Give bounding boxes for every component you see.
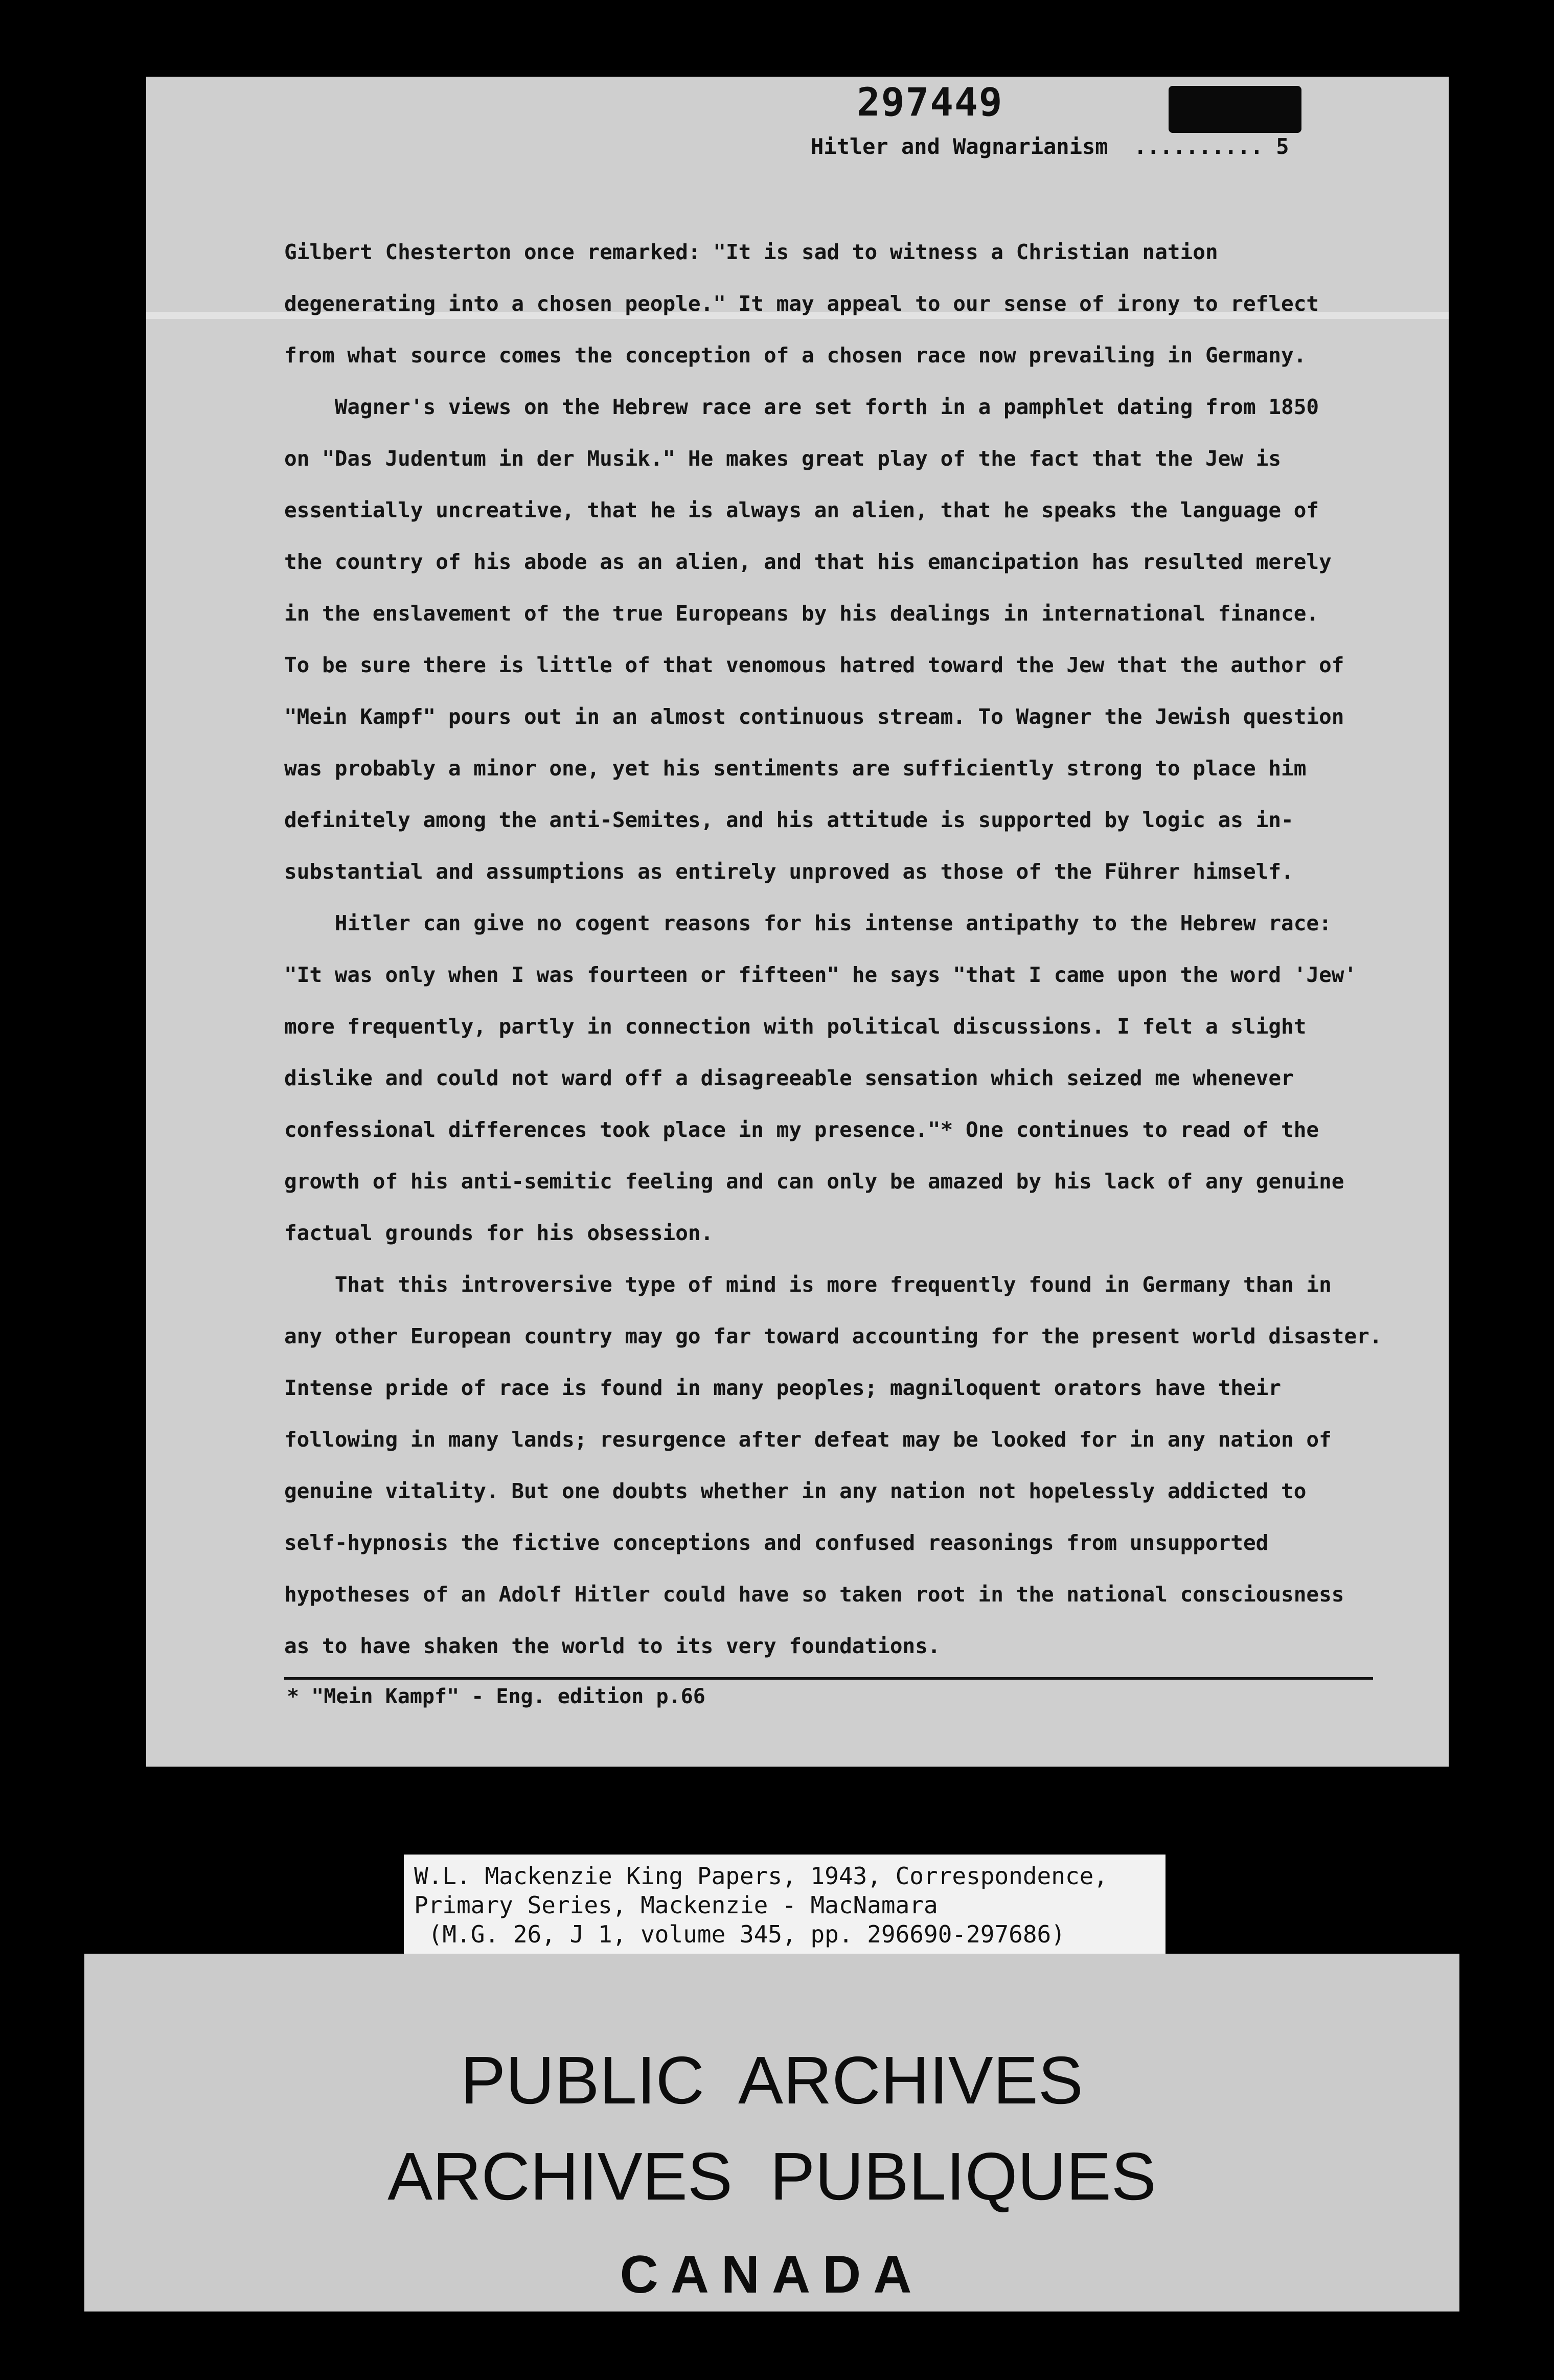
archives-line-english: PUBLIC ARCHIVES bbox=[461, 2043, 1083, 2118]
text-line: from what source comes the conception of a chosen race now prevailing in Germany. bbox=[284, 343, 1307, 368]
body-text bbox=[284, 226, 1450, 1672]
text-line: confessional differences took place in my presence."* One continues to read of the bbox=[284, 1117, 1319, 1142]
text-line: hypotheses of an Adolf Hitler could have so taken root in the national consciousness bbox=[284, 1582, 1344, 1607]
text-line: on "Das Judentum in der Musik." He makes great play of the fact that the Jew is bbox=[284, 446, 1282, 471]
text-line: was probably a minor one, yet his sentiments are sufficiently strong to place him bbox=[284, 756, 1307, 781]
text-line: Gilbert Chesterton once remarked: "It is sad to witness a Christian nation bbox=[284, 240, 1218, 264]
citation-line: Primary Series, Mackenzie - MacNamara bbox=[414, 1891, 938, 1919]
page-number: 297449 bbox=[857, 79, 1003, 125]
text-line: "It was only when I was fourteen or fifteen" he says "that I came upon the word 'Jew' bbox=[284, 963, 1357, 987]
text-line: genuine vitality. But one doubts whether in any nation not hopelessly addicted to bbox=[284, 1479, 1307, 1503]
text-line: self-hypnosis the fictive conceptions and confused reasonings from unsupported bbox=[284, 1530, 1269, 1555]
text-line: following in many lands; resurgence after defeat may be looked for in any nation of bbox=[284, 1427, 1332, 1452]
citation-line: W.L. Mackenzie King Papers, 1943, Correspondence, bbox=[414, 1862, 1108, 1890]
text-line: dislike and could not ward off a disagreeable sensation which seized me whenever bbox=[284, 1066, 1294, 1090]
archives-line-french: ARCHIVES PUBLIQUES bbox=[387, 2139, 1156, 2214]
text-line: factual grounds for his obsession. bbox=[284, 1221, 714, 1245]
text-line: any other European country may go far toward accounting for the present world disaster. bbox=[284, 1324, 1382, 1348]
text-line: growth of his anti-semitic feeling and can only be amazed by his lack of any genuine bbox=[284, 1169, 1344, 1194]
text-line: Hitler can give no cogent reasons for his intense antipathy to the Hebrew race: bbox=[284, 911, 1332, 935]
text-line: To be sure there is little of that venomous hatred toward the Jew that the author of bbox=[284, 653, 1344, 677]
text-line: in the enslavement of the true Europeans by his dealings in international finance. bbox=[284, 601, 1319, 626]
text-line: definitely among the anti-Semites, and his attitude is supported by logic as in- bbox=[284, 808, 1294, 832]
text-line: as to have shaken the world to its very foundations. bbox=[284, 1634, 941, 1658]
redaction-block bbox=[1169, 86, 1301, 133]
footnote: * "Mein Kampf" - Eng. edition p.66 bbox=[287, 1685, 705, 1708]
running-header: Hitler and Wagnarianism .......... 5 bbox=[811, 134, 1289, 159]
text-line: Wagner's views on the Hebrew race are set forth in a pamphlet dating from 1850 bbox=[284, 395, 1319, 419]
citation-label bbox=[404, 1855, 1166, 1960]
text-line: substantial and assumptions as entirely unproved as those of the Führer himself. bbox=[284, 859, 1294, 884]
typed-page bbox=[146, 77, 1449, 1767]
archives-stamp bbox=[84, 1954, 1459, 2312]
text-line: essentially uncreative, that he is always an alien, that he speaks the language of bbox=[284, 498, 1319, 522]
archives-line-country: CANADA bbox=[620, 2245, 924, 2304]
text-line: That this introversive type of mind is more frequently found in Germany than in bbox=[284, 1272, 1332, 1297]
text-line: "Mein Kampf" pours out in an almost continuous stream. To Wagner the Jewish question bbox=[284, 704, 1344, 729]
text-line: the country of his abode as an alien, and that his emancipation has resulted merely bbox=[284, 550, 1332, 574]
footnote-rule bbox=[284, 1677, 1373, 1680]
text-line: Intense pride of race is found in many peoples; magniloquent orators have their bbox=[284, 1376, 1282, 1400]
citation-line: (M.G. 26, J 1, volume 345, pp. 296690-297686) bbox=[414, 1920, 1065, 1948]
text-line: more frequently, partly in connection with political discussions. I felt a slight bbox=[284, 1014, 1307, 1039]
text-line: degenerating into a chosen people." It may appeal to our sense of irony to reflect bbox=[284, 291, 1319, 316]
